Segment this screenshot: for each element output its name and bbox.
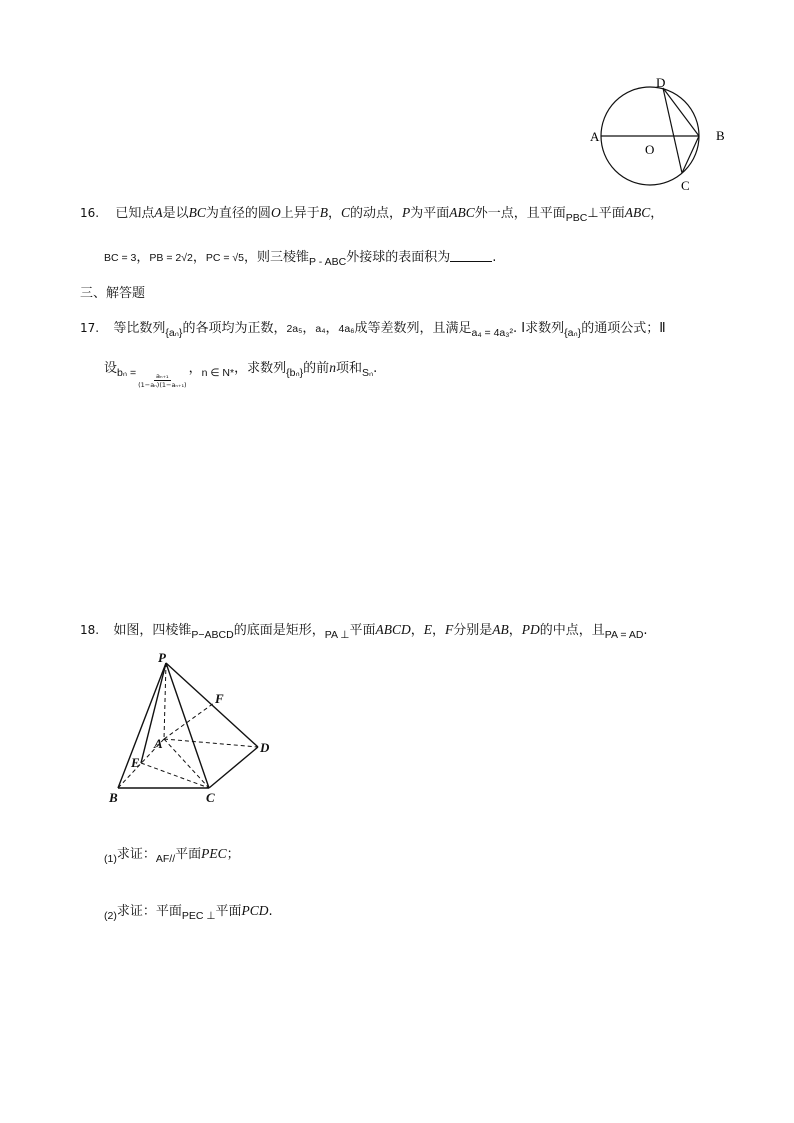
q18-part1: $_{(1)}$求证：$_{AF//}$平面PEC； [104, 846, 240, 865]
chord-cb [682, 136, 699, 173]
bn-fraction: $\frac{\text{aₙ₊₁}}{\text{(1−aₙ)(1−aₙ₊₁)}}$ [138, 372, 187, 389]
q16-number: 16. [80, 206, 100, 220]
segment-af [164, 703, 214, 739]
q17-line2: 设$_{b_n =}$ $\frac{\text{aₙ₊₁}}{\text{(1−aₙ)(1−aₙ₊₁)}}$ ，$_{n \in N*}$，求数列$_{\{b_n\}}$的前n项和$_{S_n}$. [104, 360, 378, 389]
edge-pb [118, 663, 166, 788]
label-e: E [131, 755, 140, 770]
q18-part2: $_{(2)}$求证：平面$_{PEC \perp}$平面PCD. [104, 903, 273, 922]
segment-ec [141, 763, 209, 788]
q18-line1: 18. 如图，四棱锥$_{P-ABCD}$的底面是矩形，$_{PA \perp}$平面ABCD，E，F分别是AB，PD的中点，且$_{PA = AD}$. [80, 622, 648, 641]
label-a: A [154, 736, 163, 751]
label-d: D [656, 75, 666, 90]
pyramid-figure [100, 650, 290, 810]
q16-line2: BC = 3，PB = 2√2，PC = √5，则三棱锥$_{P - ABC}$外接球的表面积为 . [104, 250, 497, 268]
label-a: A [590, 129, 600, 144]
q17-line1: 17. 等比数列$_{\{a_n\}}$的各项均为正数，2a₅，a₄，4a₆成等差数列，且满足$_{a_4 = 4a_3^2}$. Ⅰ求数列$_{\{a_n\}}$的通项公式；Ⅱ [80, 321, 666, 339]
edge-pa [164, 663, 166, 739]
label-f: F [215, 691, 224, 706]
label-o: O [645, 142, 655, 157]
segment-ac [164, 739, 209, 788]
label-d: D [260, 740, 270, 755]
label-b: B [716, 128, 725, 143]
label-p: P [158, 650, 166, 665]
edge-cd [209, 747, 258, 788]
q17-number: 17. [80, 321, 100, 335]
label-b: B [109, 790, 118, 805]
circle-figure [590, 72, 735, 197]
label-c: C [206, 790, 215, 805]
edge-ad [164, 739, 258, 747]
section-title: 三、解答题 [80, 286, 146, 301]
answer-blank[interactable] [450, 251, 492, 262]
label-c: C [681, 178, 690, 193]
q18-number: 18. [80, 623, 100, 637]
q16-line1: 16. 已知点A是以BC为直径的圆O上异于B，C的动点，P为平面ABC外一点，且平面$_{PBC}$⊥平面ABC， [80, 205, 664, 224]
